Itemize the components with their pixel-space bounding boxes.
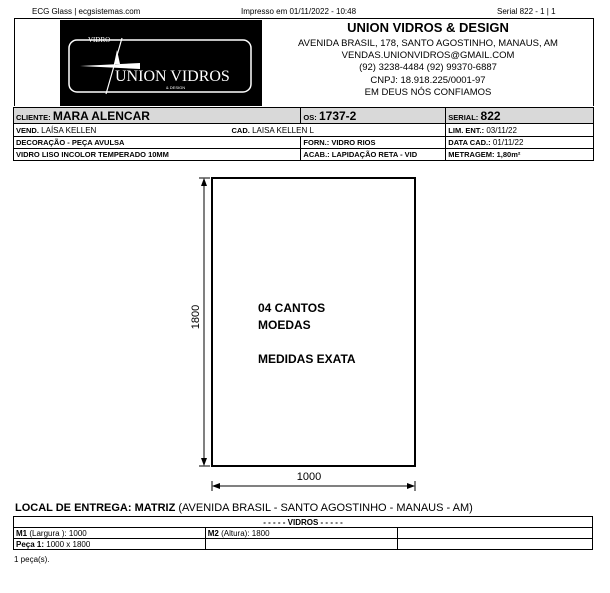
piece-cell <box>14 539 206 550</box>
logo-sub-text: & DESIGN <box>166 85 186 90</box>
glass-panel <box>212 178 415 466</box>
client-name: MARA ALENCAR <box>52 108 150 123</box>
os-label: OS: <box>303 112 317 122</box>
cad-value: LAISA KELLEN L <box>252 125 314 135</box>
empty-cell <box>398 528 593 539</box>
finish-cell: ACAB.: LAPIDAÇÃO RETA - VID <box>301 149 446 161</box>
m1-label: M1 <box>16 528 28 538</box>
piece-label: Peça 1: <box>16 539 45 549</box>
print-date: Impresso em 01/11/2022 - 10:48 <box>241 7 357 16</box>
glass-type-cell: VIDRO LISO INCOLOR TEMPERADO 10MM <box>14 149 301 161</box>
decoration-cell: DECORAÇÃO - PEÇA AVULSA <box>14 137 301 149</box>
system-name: ECG Glass | ecgsistemas.com <box>32 7 141 16</box>
logo-brand-text: UNION VIDROS <box>115 68 230 85</box>
m2-cell <box>205 528 398 539</box>
glass-items-table <box>13 516 593 550</box>
vend-value: LAÍSA KELLEN <box>41 125 97 135</box>
piece-value: 1000 x 1800 <box>46 539 91 549</box>
m2-label: M2 <box>207 528 219 538</box>
serial-page: Serial 822 - 1 | 1 <box>497 7 556 16</box>
os-number: 1737-2 <box>318 108 357 123</box>
company-address: AVENIDA BRASIL, 178, SANTO AGOSTINHO, MANAUS, AM <box>298 38 558 49</box>
company-motto: EM DEUS NÓS CONFIAMOS <box>364 87 492 98</box>
supplier-cell: FORN.: VIDRO RIOS <box>301 137 446 149</box>
company-phones: (92) 3238-4484 (92) 99370-6887 <box>359 62 497 73</box>
glass-table-header <box>14 517 593 528</box>
data-cad-label: DATA CAD.: <box>448 138 491 147</box>
data-cad-value: 01/11/22 <box>492 138 524 147</box>
delivery-label: LOCAL DE ENTREGA: MATRIZ <box>15 502 176 514</box>
width-arrow-left <box>212 483 220 489</box>
delivery-address: (AVENIDA BRASIL - SANTO AGOSTINHO - MANAUS - AM) <box>178 502 473 514</box>
glass-header-label: - - - - - VIDROS - - - - - <box>14 517 593 528</box>
width-label: 1000 <box>296 471 322 483</box>
height-arrow-bottom <box>201 458 207 466</box>
serial-label: SERIAL: <box>448 112 479 122</box>
drawing-note-corners: 04 CANTOS <box>258 301 326 315</box>
company-email: VENDAS.UNIONVIDROS@GMAIL.COM <box>341 50 515 61</box>
client-label: CLIENTE: <box>16 112 51 122</box>
glass-row-piece <box>14 539 593 550</box>
height-arrow-top <box>201 178 207 186</box>
width-arrow-right <box>407 483 415 489</box>
empty-cell <box>205 539 398 550</box>
glass-row-measures <box>14 528 593 539</box>
vend-label: VEND. <box>16 125 39 135</box>
drawing-note-coins: MOEDAS <box>258 318 311 332</box>
company-cnpj: CNPJ: 18.918.225/0001-97 <box>370 75 486 86</box>
cad-label: CAD. <box>231 125 250 135</box>
m1-cell <box>14 528 206 539</box>
height-label: 1800 <box>190 304 202 330</box>
serial-number: 822 <box>480 108 501 123</box>
m2-value: (Altura): 1800 <box>221 528 270 538</box>
m1-value: (Largura ): 1000 <box>29 528 87 538</box>
piece-count: 1 peça(s). <box>14 555 50 564</box>
lim-value: 03/11/22 <box>486 125 517 135</box>
empty-cell <box>398 539 593 550</box>
lim-label: LIM. ENT.: <box>448 125 485 135</box>
logo-small-text: VIDRO <box>88 36 111 44</box>
company-name: UNION VIDROS & DESIGN <box>347 20 509 35</box>
delivery-location <box>15 502 473 514</box>
drawing-note-exact: MEDIDAS EXATA <box>258 352 356 366</box>
area-cell: METRAGEM: 1,80m² <box>446 149 594 161</box>
